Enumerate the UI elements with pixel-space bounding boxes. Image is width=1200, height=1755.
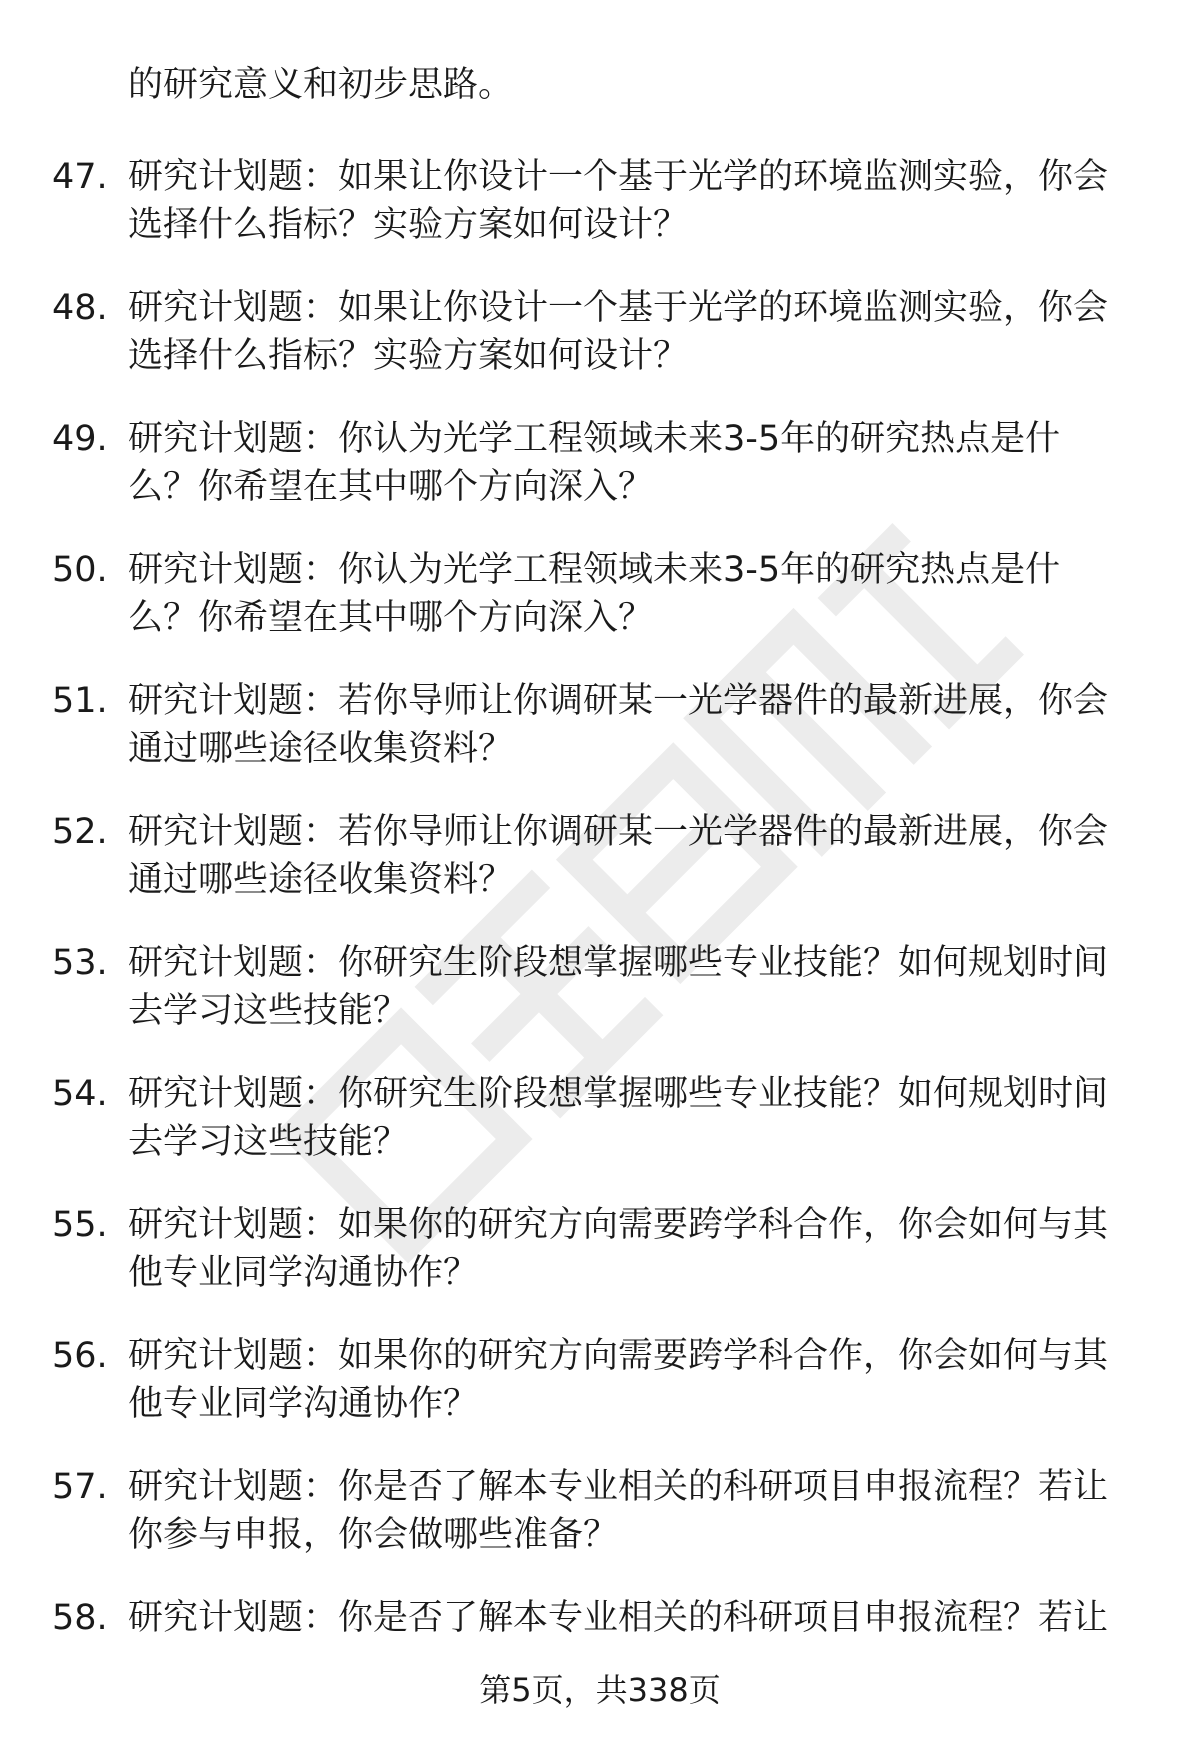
question-line: 么？你希望在其中哪个方向深入？ bbox=[128, 598, 654, 638]
question-line: 研究计划题：你研究生阶段想掌握哪些专业技能？如何规划时间 bbox=[128, 943, 1109, 983]
question-number: 52. bbox=[52, 812, 108, 852]
question-text bbox=[128, 1594, 1138, 1642]
question-line: 研究计划题：若你导师让你调研某一光学器件的最新进展，你会 bbox=[128, 681, 1109, 721]
question-text bbox=[128, 1070, 1138, 1166]
question-text bbox=[128, 284, 1138, 380]
question-line: 研究计划题：若你导师让你调研某一光学器件的最新进展，你会 bbox=[128, 812, 1109, 852]
question-item bbox=[0, 1463, 1200, 1594]
question-line: 研究计划题：你是否了解本专业相关的科研项目申报流程？若让 bbox=[128, 1467, 1109, 1507]
question-line: 研究计划题：如果让你设计一个基于光学的环境监测实验，你会 bbox=[128, 157, 1109, 197]
question-line: 研究计划题：如果你的研究方向需要跨学科合作，你会如何与其 bbox=[128, 1336, 1109, 1376]
question-item bbox=[0, 546, 1200, 677]
question-item bbox=[0, 1070, 1200, 1201]
question-line: 研究计划题：如果你的研究方向需要跨学科合作，你会如何与其 bbox=[128, 1205, 1109, 1245]
question-item bbox=[0, 153, 1200, 284]
question-text bbox=[128, 808, 1138, 904]
question-line: 选择什么指标？实验方案如何设计？ bbox=[128, 205, 689, 245]
question-line: 你参与申报，你会做哪些准备？ bbox=[128, 1515, 619, 1555]
question-text bbox=[128, 1463, 1138, 1559]
question-line: 研究计划题：你认为光学工程领域未来3-5年的研究热点是什 bbox=[128, 419, 1061, 459]
question-number: 56. bbox=[52, 1336, 108, 1376]
question-number: 54. bbox=[52, 1074, 108, 1114]
question-line: 去学习这些技能？ bbox=[128, 991, 409, 1031]
question-text bbox=[128, 153, 1138, 249]
question-text bbox=[128, 1332, 1138, 1428]
page-footer: 第5页，共338页 bbox=[479, 1671, 721, 1709]
question-line: 选择什么指标？实验方案如何设计？ bbox=[128, 336, 689, 376]
question-number: 55. bbox=[52, 1205, 108, 1245]
question-item bbox=[0, 1201, 1200, 1332]
question-number: 51. bbox=[52, 681, 108, 721]
question-line: 去学习这些技能？ bbox=[128, 1122, 409, 1162]
question-text bbox=[128, 1201, 1138, 1297]
question-line: 么？你希望在其中哪个方向深入？ bbox=[128, 467, 654, 507]
question-item bbox=[0, 808, 1200, 939]
question-text bbox=[128, 677, 1138, 773]
question-number: 47. bbox=[52, 157, 108, 197]
question-line: 他专业同学沟通协作？ bbox=[128, 1384, 479, 1424]
question-line: 研究计划题：你是否了解本专业相关的科研项目申报流程？若让 bbox=[128, 1598, 1109, 1638]
question-text bbox=[128, 415, 1138, 511]
question-line: 研究计划题：你研究生阶段想掌握哪些专业技能？如何规划时间 bbox=[128, 1074, 1109, 1114]
question-number: 48. bbox=[52, 288, 108, 328]
question-number: 58. bbox=[52, 1598, 108, 1638]
question-text bbox=[128, 546, 1138, 642]
question-item bbox=[0, 415, 1200, 546]
question-item bbox=[0, 1332, 1200, 1463]
question-number: 49. bbox=[52, 419, 108, 459]
question-line: 他专业同学沟通协作？ bbox=[128, 1253, 479, 1293]
question-item bbox=[0, 939, 1200, 1070]
question-line: 研究计划题：如果让你设计一个基于光学的环境监测实验，你会 bbox=[128, 288, 1109, 328]
question-item bbox=[0, 677, 1200, 808]
question-number: 57. bbox=[52, 1467, 108, 1507]
question-line: 通过哪些途径收集资料？ bbox=[128, 729, 514, 769]
question-number: 50. bbox=[52, 550, 108, 590]
question-number: 53. bbox=[52, 943, 108, 983]
continuation-text: 的研究意义和初步思路。 bbox=[128, 65, 514, 105]
question-text bbox=[128, 939, 1138, 1035]
question-item bbox=[0, 284, 1200, 415]
question-line: 研究计划题：你认为光学工程领域未来3-5年的研究热点是什 bbox=[128, 550, 1061, 590]
question-list bbox=[0, 153, 1200, 1725]
question-line: 通过哪些途径收集资料？ bbox=[128, 860, 514, 900]
